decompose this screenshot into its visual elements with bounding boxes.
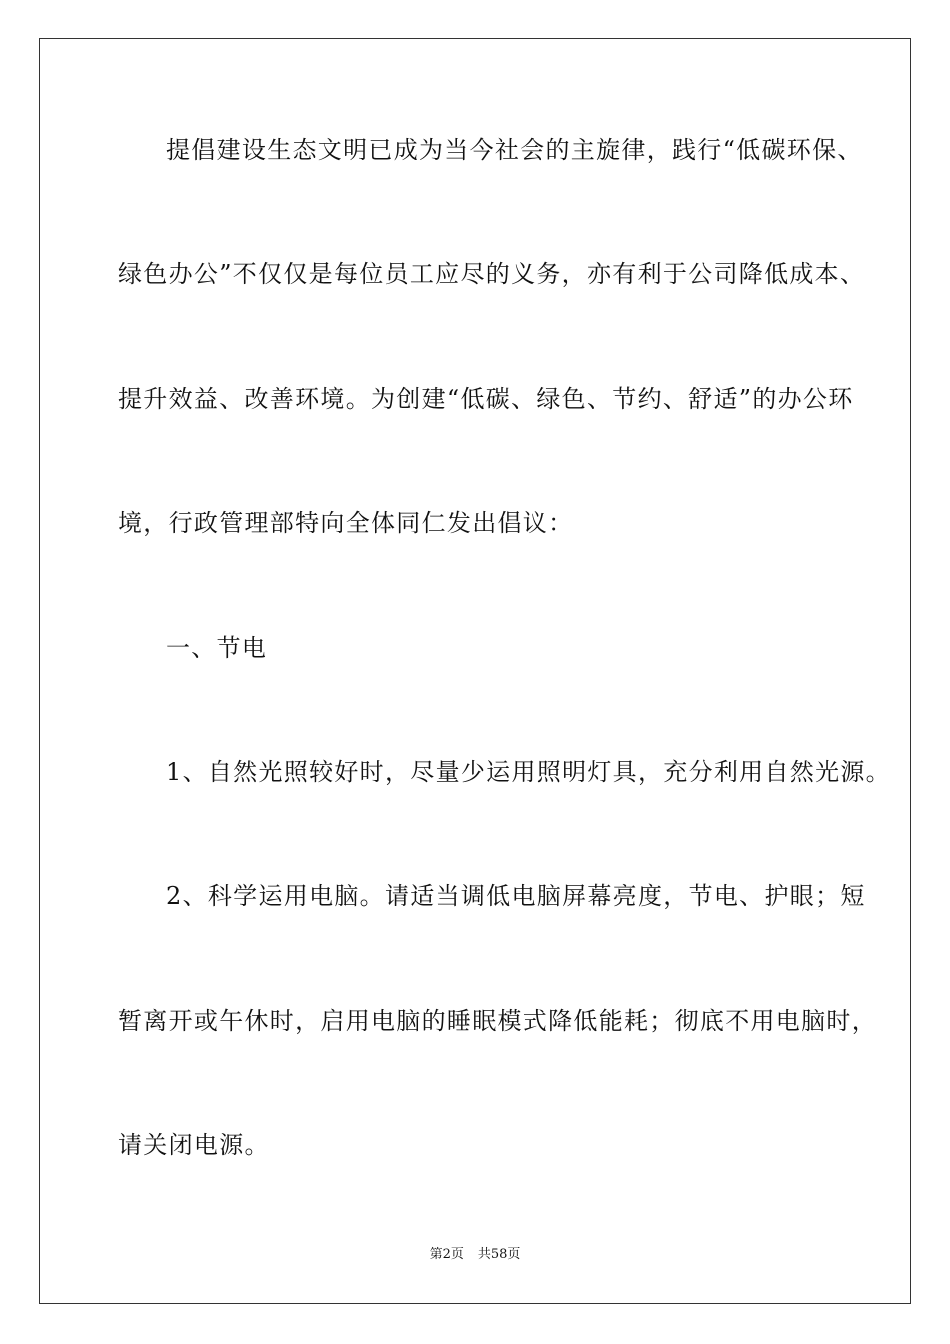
list-item-2-end: 请关闭电源。 xyxy=(118,1131,270,1159)
page-frame xyxy=(39,38,911,1304)
section-heading: 一、节电 xyxy=(166,634,268,662)
page-footer xyxy=(0,1246,950,1264)
total-page-count: 共58页 xyxy=(477,1247,521,1262)
current-page-number: 第2页 xyxy=(429,1247,464,1262)
list-item-2-continued: 暂离开或午休时，启用电脑的睡眠模式降低能耗；彻底不用电脑时， xyxy=(118,1007,877,1035)
list-item-2: 2、科学运用电脑。请适当调低电脑屏幕亮度，节电、护眼；短 xyxy=(166,882,866,910)
list-item-1: 1、自然光照较好时，尽量少运用照明灯具，充分利用自然光源。 xyxy=(166,758,891,786)
paragraph-line-1: 提倡建设生态文明已成为当今社会的主旋律，践行“低碳环保、 xyxy=(166,136,863,164)
paragraph-line-2: 绿色办公”不仅仅是每位员工应尽的义务，亦有利于公司降低成本、 xyxy=(118,260,866,288)
paragraph-line-4: 境，行政管理部特向全体同仁发出倡议： xyxy=(118,509,574,537)
paragraph-line-3: 提升效益、改善环境。为创建“低碳、绿色、节约、舒适”的办公环 xyxy=(118,385,854,413)
